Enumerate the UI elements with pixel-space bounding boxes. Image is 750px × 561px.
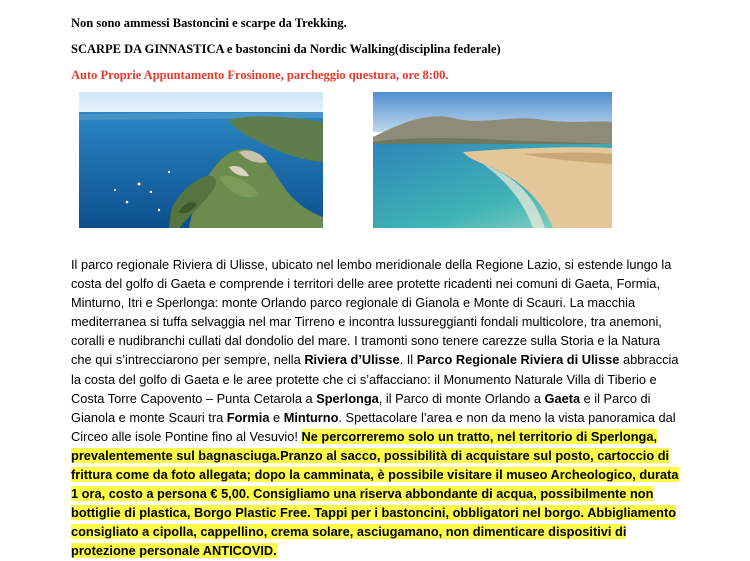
- text-fragment: e: [269, 409, 284, 425]
- gym-shoes-note: SCARPE DA GINNASTICA e bastoncini da Nordic Walking(disciplina federale): [71, 42, 501, 56]
- text-fragment: e il Parco di Gianola e monte Scauri tra: [71, 390, 651, 425]
- formia-bold: Formia: [226, 409, 270, 425]
- gaeta-bold: Gaeta: [544, 390, 581, 406]
- no-trekking-note: Non sono ammessi Bastoncini e scarpe da Trekking.: [71, 16, 347, 30]
- minturno-bold: Minturno: [283, 409, 339, 425]
- sperlonga-bold: Sperlonga: [316, 390, 379, 406]
- text-fragment: . Spettacolare l’area e non da meno la vista panoramica dal Circeo alle isole Pontine fino al Vesuvio!: [71, 409, 676, 444]
- beach-photo: [373, 92, 612, 228]
- excursion-description: [71, 255, 683, 561]
- text-fragment: abbraccia la costa del golfo di Gaeta e le aree protette che ci s’affacciano: il Monumento Naturale Villa di Tiberio e Costa Torre Capovento – Punta Cetarola a: [71, 352, 679, 406]
- coast-aerial-photo: [79, 92, 323, 228]
- meeting-point-note: Auto Proprie Appuntamento Frosinone, parcheggio questura, ore 8:00.: [71, 68, 449, 82]
- parco-bold: Parco Regionale Riviera di Ulisse: [416, 352, 620, 368]
- riviera-bold: Riviera d’Ulisse: [304, 352, 400, 368]
- highlighted-info: Ne percorreremo solo un tratto, nel territorio di Sperlonga, prevalentemente sul bagnasciuga.Pranzo al sacco, possibilità di acquistare sul posto, cartoccio di frittura come da foto allegata; dopo la camminata, è possibile visitare il museo Archeologico, durata 1 ora, costo a persona € 5,00. Consigliamo una riserva abbondante di acqua, possibilmente non bottiglie di plastica, Borgo Plastic Free. Tappi per i bastoncini, obbligatori nel borgo. Abbigliamento consigliato a cipolla, cappellino, crema solare, asciugamano, non dimenticare dispositivi di protezione personale ANTICOVID.: [71, 428, 679, 559]
- text-fragment: , il Parco di monte Orlando a: [378, 390, 545, 406]
- intro-text: Il parco regionale Riviera di Ulisse, ubicato nel lembo meridionale della Regione Lazio, si estende lungo la costa del golfo di Gaeta e comprende i territori delle aree protette ricadenti nei comuni di Gaeta, Formia, Minturno, Itri e Sperlonga: monte Orlando parco regionale di Gianola e Monte di Scauri. La macchia mediterranea si tuffa selvaggia nel mar Tirreno e incontra lussureggianti fondali multicolore, tra anemoni, coralli e nudibranchi cullati dal dondolio del mare. I tramonti sono tenere carezze sulla Storia e la Natura che qui s’intrecciarono per sempre, nella: [71, 257, 672, 368]
- text-fragment: . Il: [399, 352, 417, 368]
